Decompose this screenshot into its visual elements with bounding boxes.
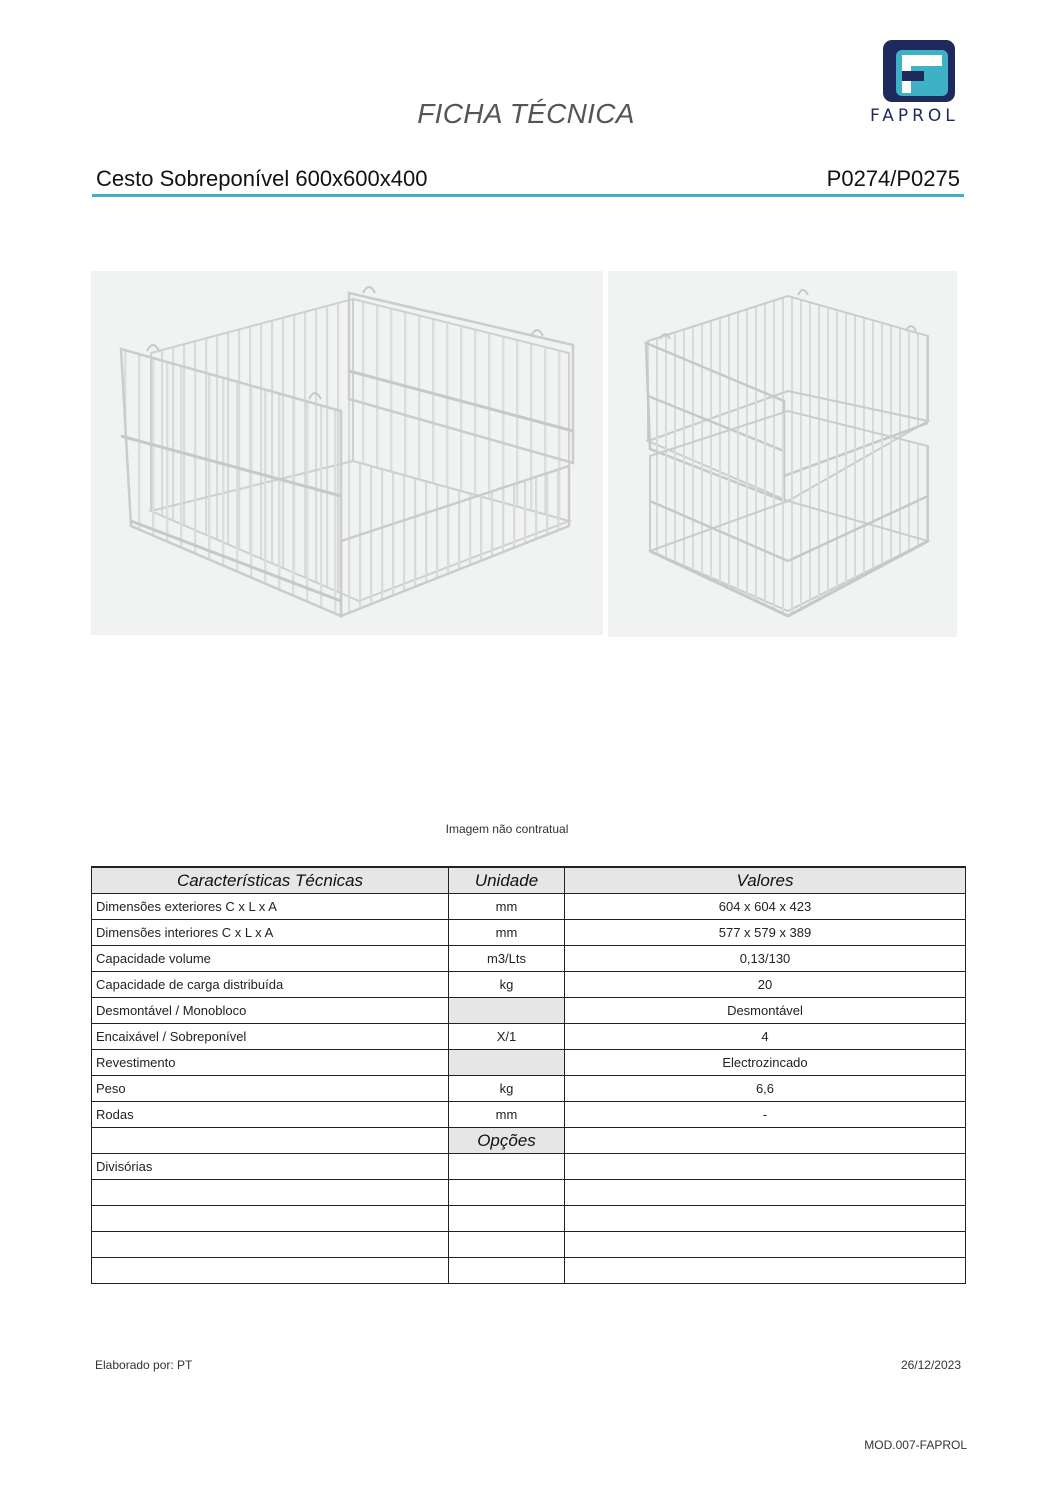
row-label: Peso: [92, 1076, 449, 1102]
document-date: 26/12/2023: [900, 1358, 961, 1372]
options-header-row: [92, 1128, 966, 1154]
option-label: [92, 1258, 449, 1284]
row-value: 20: [565, 972, 966, 998]
table-row: [92, 920, 966, 946]
options-header-blank: [92, 1128, 449, 1154]
option-unit: [449, 1258, 565, 1284]
option-row: [92, 1232, 966, 1258]
option-row: [92, 1206, 966, 1232]
logo-wordmark: FAPROL: [870, 106, 959, 126]
row-value: 577 x 579 x 389: [565, 920, 966, 946]
table-row: [92, 972, 966, 998]
row-label: Desmontável / Monobloco: [92, 998, 449, 1024]
document-title: FICHA TÉCNICA: [417, 98, 635, 129]
option-unit: [449, 1232, 565, 1258]
model-reference: MOD.007-FAPROL: [864, 1438, 967, 1452]
row-label: Dimensões interiores C x L x A: [92, 920, 449, 946]
row-unit: mm: [449, 920, 565, 946]
table-row: [92, 1024, 966, 1050]
row-value: 604 x 604 x 423: [565, 894, 966, 920]
specs-table: [91, 866, 966, 1284]
row-value: Desmontável: [565, 998, 966, 1024]
stacked-baskets-image: [608, 271, 957, 637]
table-row: [92, 1050, 966, 1076]
table-row: [92, 1102, 966, 1128]
row-unit: [449, 1050, 565, 1076]
row-unit: [449, 998, 565, 1024]
product-code: P0274/P0275: [826, 166, 960, 191]
row-label: Dimensões exteriores C x L x A: [92, 894, 449, 920]
header-unit: Unidade: [449, 867, 565, 894]
row-label: Encaixável / Sobreponível: [92, 1024, 449, 1050]
row-unit: kg: [449, 972, 565, 998]
option-row: [92, 1180, 966, 1206]
option-label: [92, 1232, 449, 1258]
table-row: [92, 894, 966, 920]
author-note: Elaborado por: PT: [95, 1358, 193, 1372]
row-label: Capacidade volume: [92, 946, 449, 972]
row-unit: m3/Lts: [449, 946, 565, 972]
option-unit: [449, 1206, 565, 1232]
options-header-blank: [565, 1128, 966, 1154]
single-basket-image: [91, 271, 603, 635]
header-characteristics: Características Técnicas: [92, 867, 449, 894]
table-row: [92, 998, 966, 1024]
row-unit: mm: [449, 894, 565, 920]
option-label: [92, 1206, 449, 1232]
row-unit: kg: [449, 1076, 565, 1102]
table-row: [92, 946, 966, 972]
options-header: Opções: [449, 1128, 565, 1154]
option-row: [92, 1258, 966, 1284]
option-label: [92, 1180, 449, 1206]
option-value: [565, 1232, 966, 1258]
row-label: Rodas: [92, 1102, 449, 1128]
option-value: [565, 1206, 966, 1232]
product-name: Cesto Sobreponível 600x600x400: [96, 166, 428, 191]
row-value: Electrozincado: [565, 1050, 966, 1076]
option-unit: [449, 1154, 565, 1180]
option-unit: [449, 1180, 565, 1206]
title-divider: [92, 194, 964, 197]
option-value: [565, 1180, 966, 1206]
image-disclaimer: Imagem não contratual: [445, 822, 569, 836]
option-row: [92, 1154, 966, 1180]
row-unit: mm: [449, 1102, 565, 1128]
row-unit: X/1: [449, 1024, 565, 1050]
table-row: [92, 1076, 966, 1102]
row-label: Capacidade de carga distribuída: [92, 972, 449, 998]
row-label: Revestimento: [92, 1050, 449, 1076]
option-value: [565, 1258, 966, 1284]
row-value: 0,13/130: [565, 946, 966, 972]
row-value: 6,6: [565, 1076, 966, 1102]
table-header-row: [92, 867, 966, 894]
option-value: [565, 1154, 966, 1180]
option-label: Divisórias: [92, 1154, 449, 1180]
row-value: -: [565, 1102, 966, 1128]
row-value: 4: [565, 1024, 966, 1050]
header-values: Valores: [565, 867, 966, 894]
